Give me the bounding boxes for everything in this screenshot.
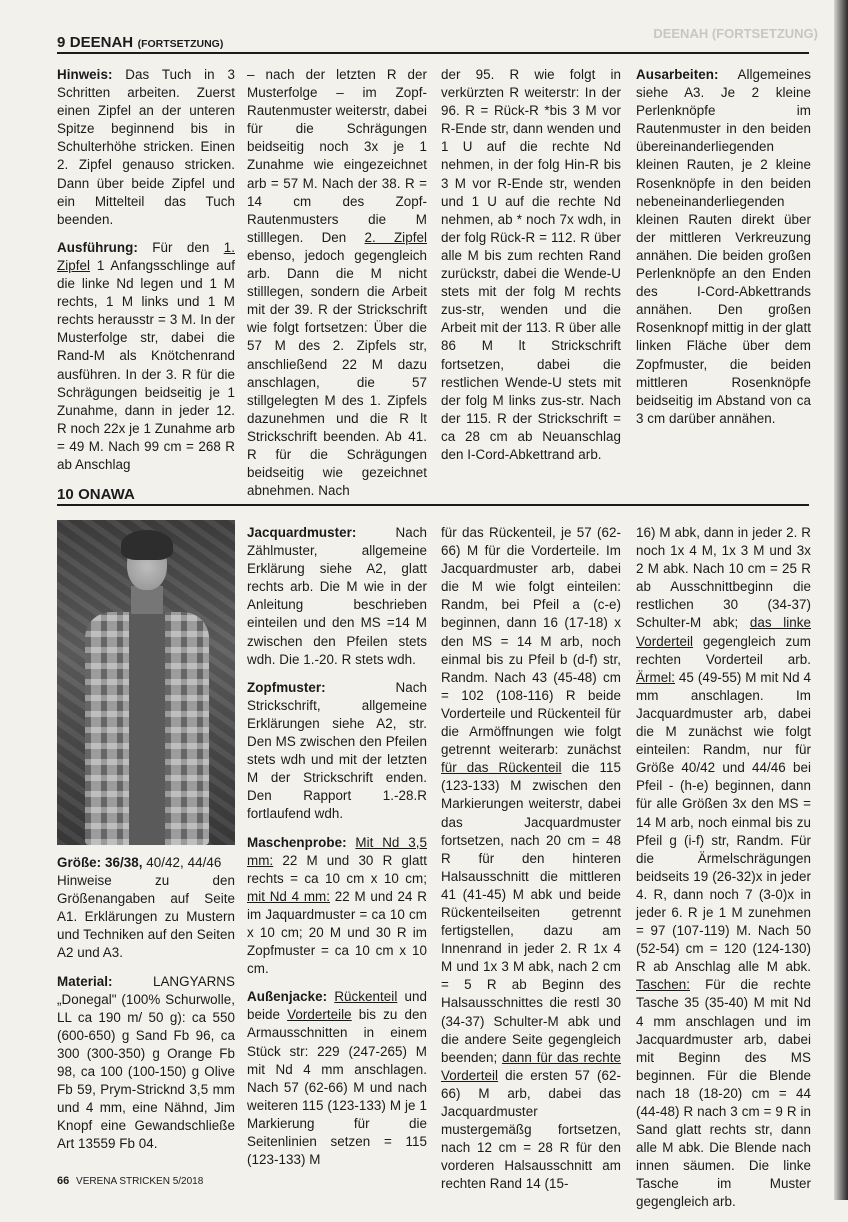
page-binding-shadow [834, 0, 848, 1200]
paragraph [247, 66, 427, 500]
ausfuehrung-paragraph [57, 239, 235, 474]
ausarbeiten-label: Ausarbeiten: [636, 67, 719, 82]
size-note: Hinweise zu den Größenangaben auf Seite A1. Erklärungen zu Mustern und Techniken auf den Seiten A2 und A3. [57, 873, 235, 961]
text: 22 M und 24 R im Jaquardmuster = ca 10 cm x 10 cm; 20 M und 30 R im Zopfmuster = ca 10 cm x 10 cm. [247, 888, 427, 977]
show-through-text: DEENAH (FORTSETZUNG) [653, 26, 818, 41]
underlined-term: dann für das rechte Vorderteil [441, 1049, 621, 1083]
jacquard-label: Jacquardmuster: [247, 525, 357, 540]
material-paragraph [57, 973, 235, 1154]
onawa-column-2 [247, 524, 427, 1179]
neck-shape [131, 586, 163, 614]
section-title: DEENAH [69, 34, 134, 51]
text: für das Rückenteil, je 57 (62-66) M für die Vorderteile. Im Jacquardmuster arb, dabei die M wie folgt einteilen: Randm, bei Pfeil a (c-e) beginnen, dann 16 (17-18) x den MS = 14 M arb, noch einmal bis zu Pfeil b (d-f) str, Randm. Nach 43 (45-48) cm = 102 (108-116) R beide Vorderteile und Rückenteil für die Armöffnungen wie folgt getrennt weiterarb: zunächst [441, 525, 621, 758]
text: 16) M abk, dann in jeder 2. R noch 1x 4 M, 1x 3 M und 3x 2 M abk. Nach 10 cm = 25 R ab Ausschnittbeginn die restlichen 30 (34-37) Schulter-M abk; [636, 525, 811, 631]
model-cardigan-photo [57, 520, 235, 845]
jacquard-paragraph [247, 524, 427, 669]
text: und beide [247, 989, 427, 1023]
hinweis-label: Hinweis: [57, 67, 113, 82]
onawa-column-4 [636, 524, 811, 1222]
zopf-paragraph [247, 679, 427, 824]
page-number: 66 [57, 1175, 70, 1187]
aussenjacke-label: Außenjacke: [247, 989, 328, 1005]
magazine-name: VERENA STRICKEN 5/2018 [76, 1176, 204, 1187]
size-others: 40/42, 44/46 [142, 855, 222, 870]
section-number: 10 [57, 486, 74, 503]
sweater-shape [129, 612, 165, 845]
size-primary: 36/38, [101, 855, 143, 870]
text: die ersten 57 (62-66) M arb, dabei das Jacquardmuster mustergemäßg fortsetzen, nach 12 cm = 28 R für den vorderen Halsausschnitt am rechten Rand 14 (15- [441, 1067, 621, 1192]
text: 22 M und 30 R glatt rechts = ca 10 cm x 10 cm; [247, 852, 427, 886]
underlined-term: mit Nd 4 mm: [247, 888, 331, 904]
underlined-term: Rückenteil [334, 989, 398, 1005]
aussenjacke-paragraph [247, 988, 427, 1169]
deenah-column-1 [57, 66, 235, 484]
onawa-column-3 [441, 524, 621, 1203]
hinweis-paragraph [57, 66, 235, 229]
underlined-term: Taschen: [636, 977, 690, 993]
deenah-column-2 [247, 66, 427, 510]
section-header-deenah [57, 34, 809, 54]
deenah-column-3 [441, 66, 621, 474]
underlined-term: 1. Zipfel [57, 239, 235, 273]
paragraph [636, 524, 811, 1212]
text: Allgemeines siehe A3. Je 2 kleine Perlenknöpfe im Rautenmuster in den beiden übereinanderliegenden kleinen Rauten, je 2 kleine Rosenknöpfe in den beiden nebeneinanderliegenden kleinen Rauten direkt über der mittleren Verkreuzung annähen. Die beiden großen Perlenknöpfe an den Enden des I-Cord-Abkettrands annähen. Den großen Rosenknopf mittig in der glatt linken Fläche über dem Zopfmuster, die beiden mittleren Rosenknöpfe beidseitig im Abstand von ca 3 cm darüber annähen. [636, 67, 811, 426]
text: 1 Anfangsschlinge auf die linke Nd legen und 1 M rechts, 1 M links und 1 M rechts herausstr = 3 M. In der Musterfolge str, dabei die Rand-M als Knötchenrand ausführen. In der 3. R für die Schrägungen beidseitig je 1 Zunahme, dann in jeder 12. R noch 22x je 1 Zunahme arb = 49 M. Nach 99 cm = 268 R ab Anschlag [57, 257, 235, 472]
text: 45 (49-55) M mit Nd 4 mm anschlagen. Im Jacquardmuster arb, dabei die M zunächst wie folgt einteilen: Randm, nur für Größe 40/42 und 44/46 bei Pfeil - (h-e) beginnen, dann für alle Größen 3x den MS = 14 M arb, noch einmal bis zu Pfeil g (i-f) str, Randm. Für die Ärmelschrägungen beidseits 19 (26-32)x in jeder 4. R, dann noch 7 (3-0)x in jeder 6. R je 1 M zunehmen = 97 (107-119) M. Nach 50 (52-54) cm = 120 (124-130) R ab Anschlag alle M abk. [636, 669, 811, 975]
ausfuehrung-label: Ausführung: [57, 239, 138, 255]
size-label: Größe: [57, 855, 102, 870]
ausarbeiten-paragraph [636, 66, 811, 428]
underlined-term: das linke Vorderteil [636, 615, 811, 649]
text: Für den [137, 239, 224, 255]
text: Nach Zählmuster, allgemeine Erklärung siehe A2, glatt rechts arb. Die M wie in der Anleitung beschrieben einteilen und den MS =14 M zwischen den Pfeilen stets wdh. Die 1.-20. R stets wdh. [247, 525, 427, 667]
section-title: ONAWA [78, 486, 135, 503]
text: LANGYARNS „Donegal" (100% Schurwolle, LL ca 190 m/ 50 g): ca 550 (600-650) g Sand Fb 96, ca 300 (300-350) g Orange Fb 98, ca 100 (100-150) g Olive Fb 59, Prym-Stricknd 3,5 mm und 4 mm, eine Nähnd, Jim Knopf eine Gewandschließe Art 13559 Fb 04. [57, 973, 235, 1152]
section-subtitle: (FORTSETZUNG) [137, 38, 224, 50]
material-label: Material: [57, 973, 113, 989]
page-footer [57, 1175, 203, 1187]
section-number: 9 [57, 34, 66, 51]
underlined-term: Mit Nd 3,5 mm: [247, 834, 427, 868]
text: bis zu den Armausschnitten in einem Stück str: 229 (247-265) M mit Nd 4 mm anschlagen. Nach 57 (62-66) M und nach weiteren 115 (123-133) M je 1 Markierung für die Seitenlinien setzen = 115 (123-133) M [247, 1007, 427, 1168]
text: Für die rechte Tasche 35 (35-40) M mit Nd 4 mm anschlagen und im Jacquardmuster arb, dabei mit Beginn des MS beginnen. Für die Blende nach 18 (18-20) cm = 44 (44-48) R nach 3 cm = 9 R in Sand glatt rechts str, dann alle M abk. Die Blende nach innen säumen. Die linke Tasche im Muster gegengleich arb. [636, 977, 811, 1210]
text: die 115 (123-133) M zwischen den Markierungen weiterstr, dabei das Jacquardmuster fortsetzen, nach 20 cm = 48 R für den hinteren Halsausschnitt die mittleren 41 (41-45) M abk und beide Rückenteilseiten getrennt fertigstellen, dazu am Innenrand in jeder 2. R 1x 4 M und 1x 3 M abk, nach 2 cm = 5 R ab Beginn des Halsausschnittes die restl 30 (34-37) Schulter-M abk und die andere Seite gegengleich beenden; [441, 760, 622, 1065]
text: gegengleich zum rechten Vorderteil arb. [636, 633, 811, 667]
text: – nach der letzten R der Musterfolge – im Zopf-Rautenmuster weiterstr, dabei für die Schrägungen beidseitig noch 3x je 1 Zunahme wie eingezeichnet arb = 57 M. Nach der 38. R = 14 cm des Zopf-Rautenmusters die M stilllegen. Den [247, 67, 427, 245]
onawa-column-1 [57, 854, 235, 1164]
text: ebenso, jedoch gegengleich arb. Dann die M nicht stilllegen, sondern die Arbeit mit der 39. R der Strickschrift wie folgt fortsetzen: Über die 57 M des 2. Zipfels str, anschließend 22 M dazu anschlagen, die 57 stillgelegten M des 1. Zipfels dazunehmen und die R lt Strickschrift beenden. Ab 41. R für die Schrägungen beidseitig wie gezeichnet abnehmen. Nach [247, 247, 427, 499]
underlined-term: für das Rückenteil [441, 760, 562, 776]
paragraph: der 95. R wie folgt in verkürzten R weiterstr: In der 96. R = Rück-R *bis 3 M vor R-Ende str, dann wenden und 1 U auf die rechte Nd nehmen, in der folg Hin-R bis 3 M vor R-Ende str, wenden und 1 U auf die rechte Nd nehmen, ab * noch 7x wdh, in der folg Rück-R = 112. R über alle M bis zum rechten Rand zurückstr, dabei die Wende-U stets mit der folg M rechts zus-str, wenden und die Arbeit mit der 113. R über alle 86 M lt Strickschrift fortsetzen, dabei die restlichen Wende-U stets mit der folg M links zus-str. Nach der 115. R der Strickschrift = ca 28 cm ab Neuanschlag den I-Cord-Abkettrand arb. [441, 67, 621, 462]
underlined-term: 2. Zipfel [364, 229, 427, 245]
underlined-term: Vorderteile [287, 1007, 352, 1023]
section-header-onawa [57, 486, 809, 506]
deenah-column-4 [636, 66, 811, 438]
maschenprobe-label: Maschenprobe: [247, 834, 347, 850]
hinweis-text: Das Tuch in 3 Schritten arbeiten. Zuerst einen Zipfel an der unteren Spitze beginnend bis in Schulterhöhe stricken. Einen 2. Zipfel genauso stricken. Dann über beide Zipfel und ein Mittelteil das Tuch beenden. [57, 67, 235, 227]
underlined-term: Ärmel: [636, 669, 675, 685]
hair-shape [121, 530, 173, 560]
maschenprobe-paragraph [247, 834, 427, 979]
size-line [57, 854, 235, 872]
text: Nach Strickschrift, allgemeine Erklärungen siehe A2, str. Den MS zwischen den Pfeilen stets wdh und mit der letzten M der Strickschrift enden. Den Rapport 1.-28.R fortlaufend wdh. [247, 679, 427, 822]
paragraph [441, 524, 621, 1193]
zopf-label: Zopfmuster: [247, 679, 326, 695]
